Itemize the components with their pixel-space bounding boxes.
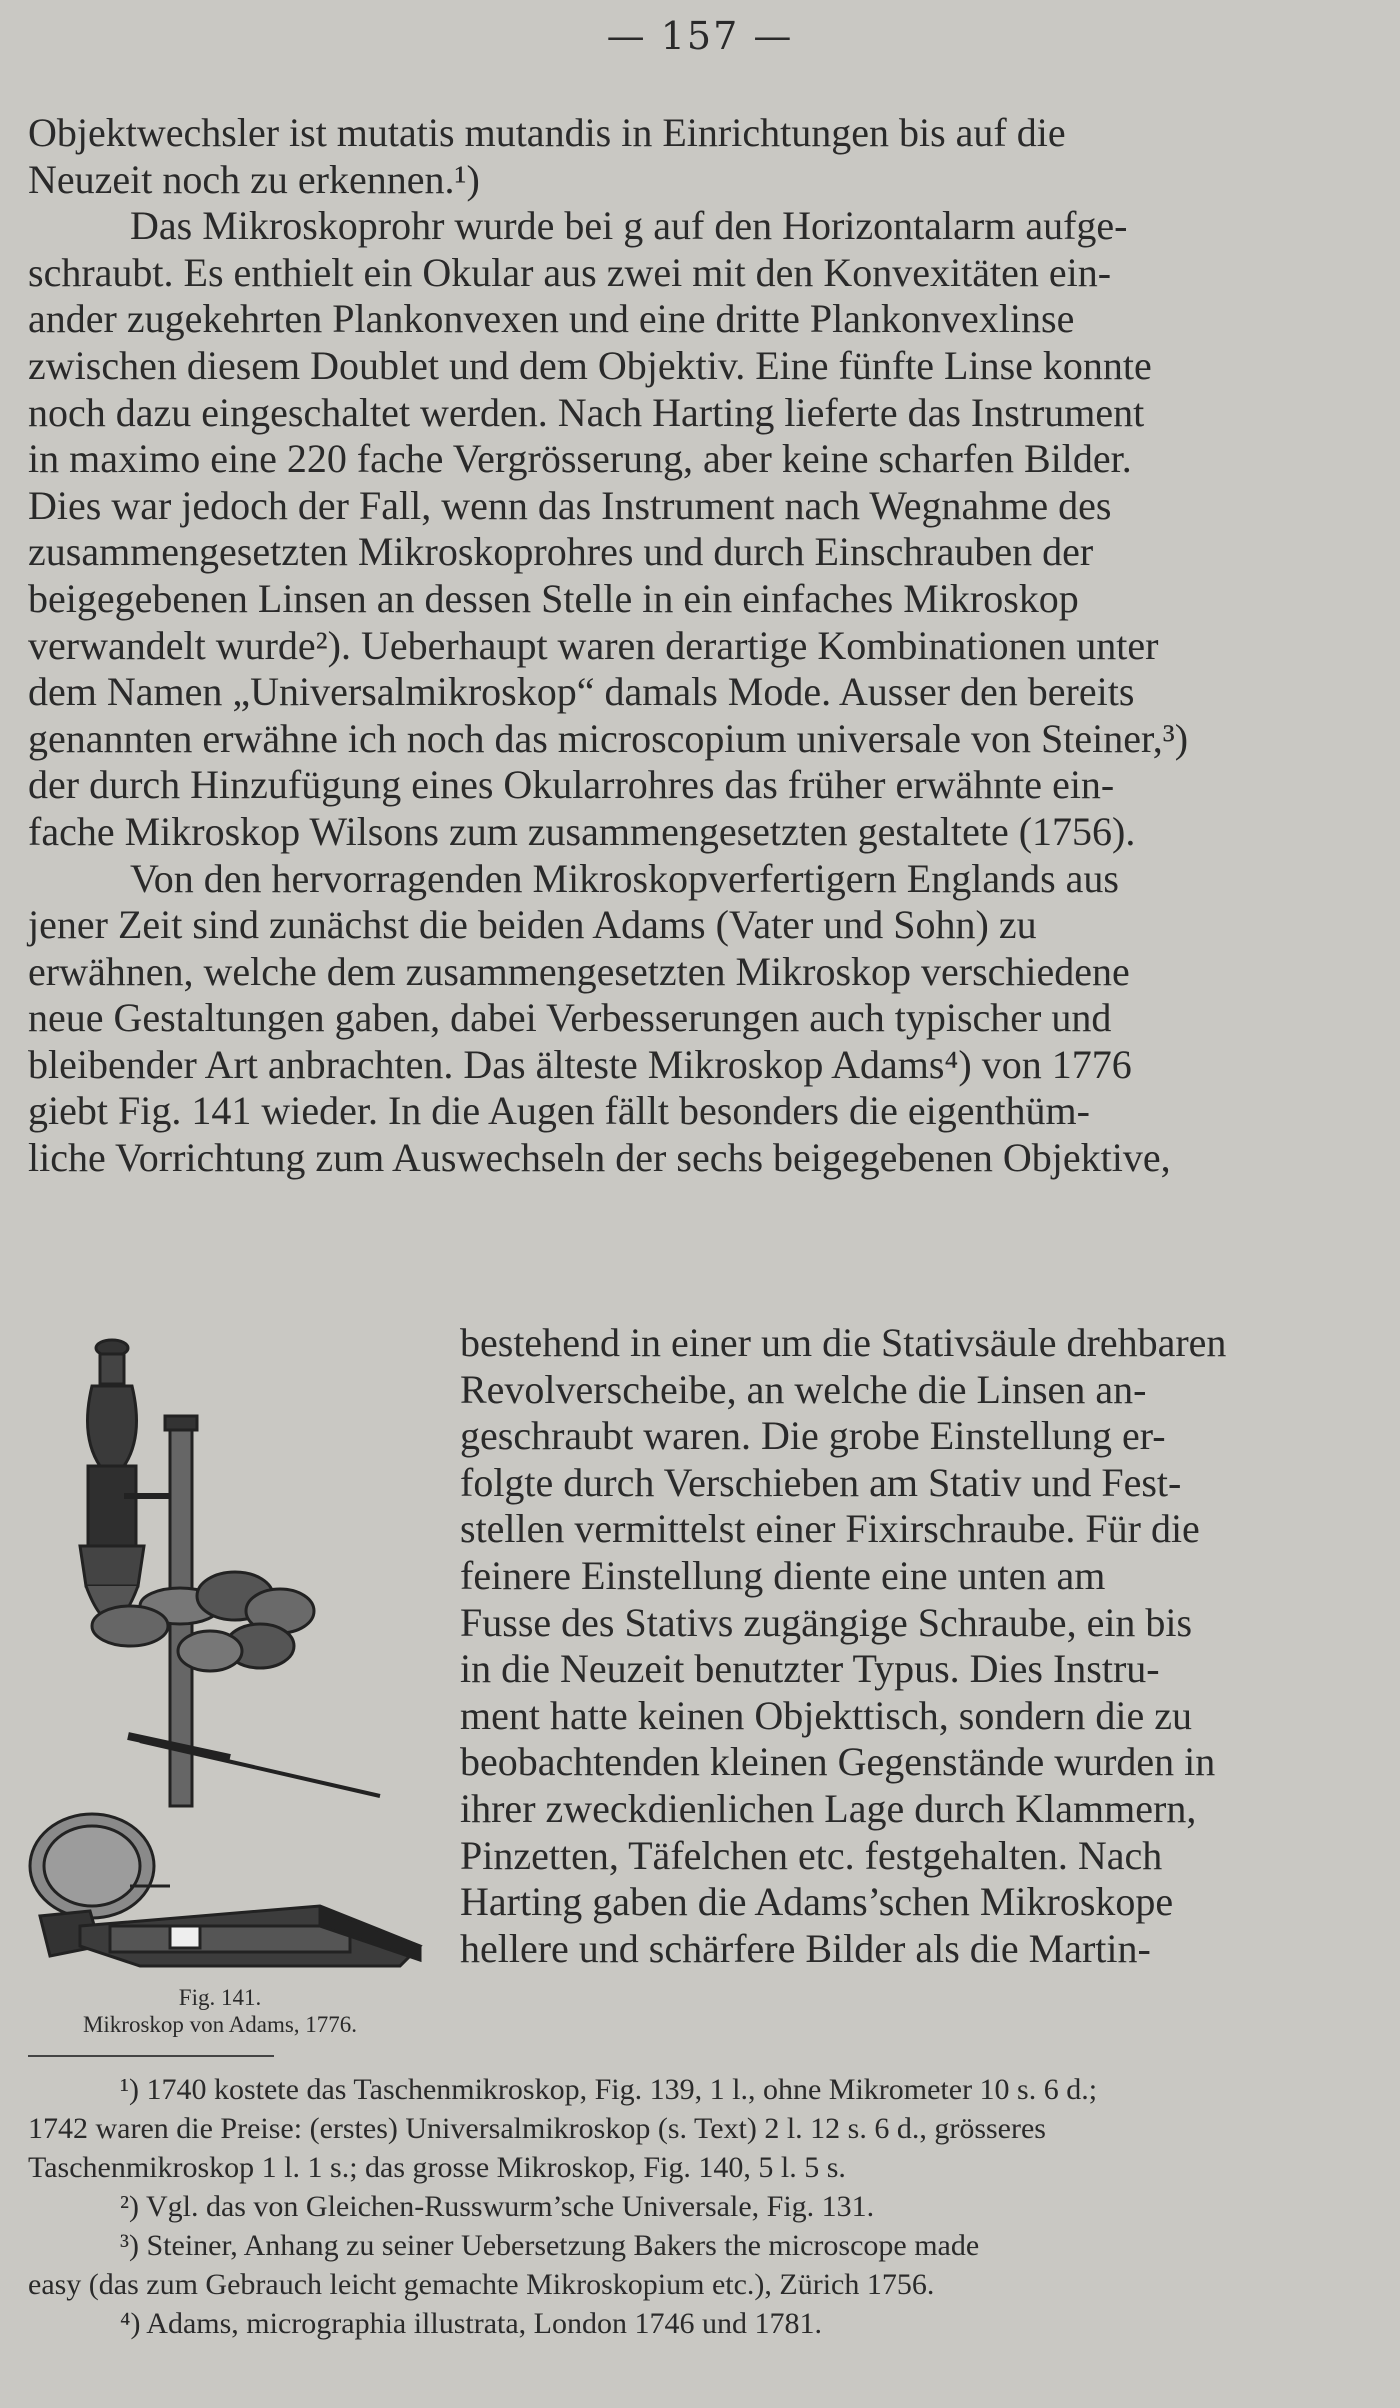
text-line: zusammengesetzten Mikroskoprohres und durch Einschrauben der [28,529,1094,575]
text-line: der durch Hinzufügung eines Okularrohres das früher erwähnte ein- [28,762,1115,808]
text-line: ment hatte keinen Objekttisch, sondern die zu [460,1692,1193,1738]
text-line: hellere und schärfere Bilder als die Martin- [460,1925,1151,1971]
text-line: fache Mikroskop Wilsons zum zusammengesetzten gestaltete (1756). [28,808,1136,854]
text-line: Harting gaben die Adams’schen Mikroskope [460,1879,1174,1925]
text-line: schraubt. Es enthielt ein Okular aus zwei mit den Konvexitäten ein- [28,249,1112,295]
text-line: bleibender Art anbrachten. Das älteste Mikroskop Adams⁴) von 1776 [28,1041,1132,1087]
body-text [28,110,1364,1182]
text-line: geschraubt waren. Die grobe Einstellung er- [460,1413,1166,1459]
text-line: neue Gestaltungen gaben, dabei Verbesserungen auch typischer und [28,995,1112,1041]
footnote-line: ²) Vgl. das von Gleichen-Russwurm’sche Universale, Fig. 131. [120,2190,875,2223]
text-line: Fusse des Stativs zugängige Schraube, ein bis [460,1599,1193,1645]
footnote-line: 1742 waren die Preise: (erstes) Universalmikroskop (s. Text) 2 l. 12 s. 6 d., grösseres [28,2112,1046,2145]
footnotes [28,2070,1364,2343]
text-line: Dies war jedoch der Fall, wenn das Instrument nach Wegnahme des [28,482,1112,528]
text-line: Neuzeit noch zu erkennen.¹) [28,156,480,202]
footnote-line: Taschenmikroskop 1 l. 1 s.; das grosse Mikroskop, Fig. 140, 5 l. 5 s. [28,2151,846,2184]
footnote-divider [28,2055,274,2057]
text-line: ihrer zweckdienlichen Lage durch Klammern, [460,1785,1197,1831]
figure-title: Mikroskop von Adams, 1776. [82,2012,358,2037]
page-number: — 157 — [606,14,794,58]
text-line: erwähnen, welche dem zusammengesetzten Mikroskop verschiedene [28,948,1130,994]
text-line: folgte durch Verschieben am Stativ und Fest- [460,1459,1182,1505]
text-line: Objektwechsler ist mutatis mutandis in Einrichtungen bis auf die [28,110,1066,155]
text-line: dem Namen „Universalmikroskop“ damals Mode. Ausser den bereits [28,669,1135,715]
text-line: Revolverscheibe, an welche die Linsen an- [460,1366,1147,1412]
text-line: ander zugekehrten Plankonvexen und eine dritte Plankonvexlinse [28,296,1075,342]
text-line: noch dazu eingeschaltet werden. Nach Harting lieferte das Instrument [28,389,1145,435]
text-line: genannten erwähne ich noch das microscopium universale von Steiner,³) [28,715,1189,761]
text-line: verwandelt wurde²). Ueberhaupt waren derartige Kombinationen unter [28,622,1159,668]
text-line: beigegebenen Linsen an dessen Stelle in ein einfaches Mikroskop [28,575,1079,621]
text-line: jener Zeit sind zunächst die beiden Adams (Vater und Sohn) zu [28,902,1037,948]
text-line: in maximo eine 220 fache Vergrösserung, aber keine scharfen Bilder. [28,436,1132,482]
text-line: Von den hervorragenden Mikroskopverfertigern Englands aus [130,855,1119,901]
footnote-line: ¹) 1740 kostete das Taschenmikroskop, Fig. 139, 1 l., ohne Mikrometer 10 s. 6 d.; [120,2073,1098,2106]
footnote-line: ³) Steiner, Anhang zu seiner Uebersetzung Bakers the microscope made [120,2229,980,2262]
figure-caption [10,1984,430,2038]
figure-label: Fig. 141. [178,1985,262,2010]
text-line: Pinzetten, Täfelchen etc. festgehalten. Nach [460,1832,1163,1878]
text-line: in die Neuzeit benutzter Typus. Dies Instru- [460,1646,1160,1692]
footnote-line: easy (das zum Gebrauch leicht gemachte Mikroskopium etc.), Zürich 1756. [28,2268,935,2301]
text-line: liche Vorrichtung zum Auswechseln der sechs beigegebenen Objektive, [28,1135,1171,1181]
text-line: zwischen diesem Doublet und dem Objektiv. Eine fünfte Linse konnte [28,342,1152,388]
microscope-engraving [20,1326,440,1986]
footnote-line: ⁴) Adams, micrographia illustrata, London 1746 und 1781. [120,2307,823,2340]
text-line: Das Mikroskoprohr wurde bei g auf den Horizontalarm aufge- [130,203,1128,249]
microscope-illustration [20,1326,440,2006]
text-line: giebt Fig. 141 wieder. In die Augen fällt besonders die eigenthüm- [28,1088,1090,1134]
text-line: beobachtenden kleinen Gegenstände wurden in [460,1739,1216,1785]
text-line: bestehend in einer um die Stativsäule drehbaren [460,1320,1227,1365]
text-line: feinere Einstellung diente eine unten am [460,1552,1106,1598]
text-line: stellen vermittelst einer Fixirschraube. Für die [460,1506,1200,1552]
float-text-column [460,1320,1368,1972]
